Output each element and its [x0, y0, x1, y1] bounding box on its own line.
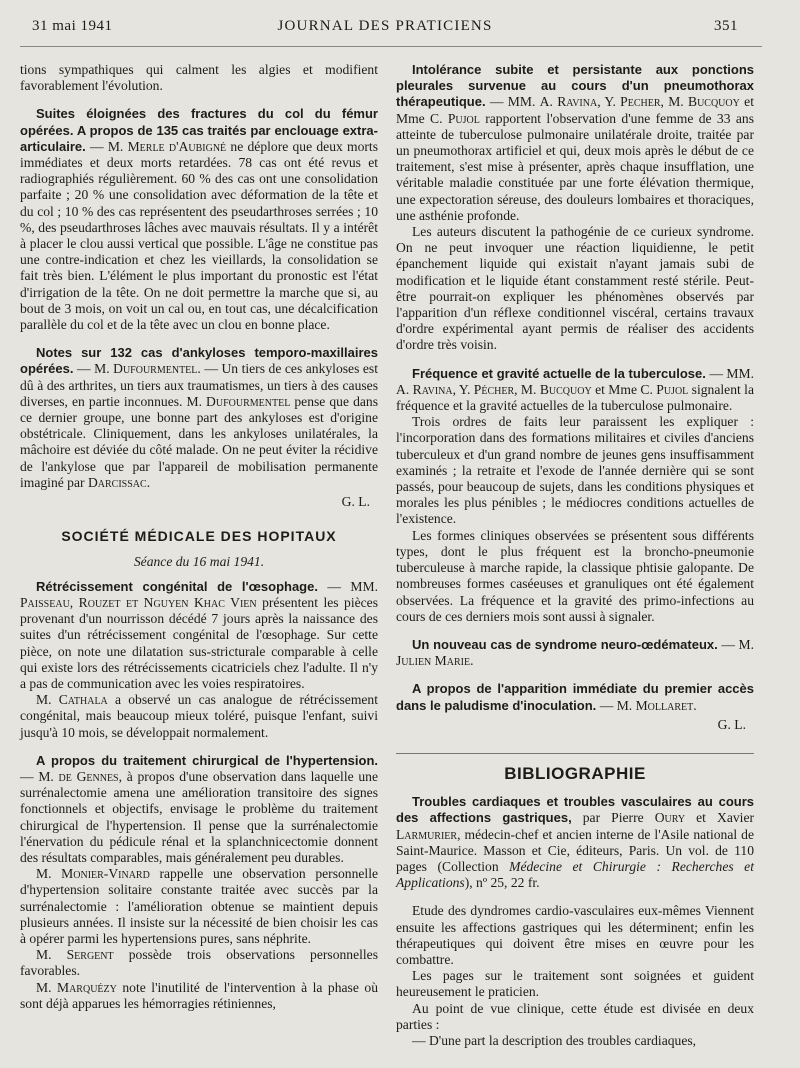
author: Darcissac	[87, 474, 147, 490]
article-title: Intolérance subite et persistante aux ponctions pleurales survenue au cours d'un pneumothorax thérapeutique.	[396, 62, 754, 110]
section-title: SOCIÉTÉ MÉDICALE DES HOPITAUX	[61, 528, 337, 545]
author: Pujol	[656, 381, 689, 397]
author: Cathala	[58, 692, 108, 708]
article-title: Suites éloignées des fractures du col du fémur opérées. A propos de 135 cas traités par enclouage extra-articulaire.	[20, 106, 378, 154]
book-title: Troubles cardiaques et troubles vasculaires au cours des affections gastriques,	[396, 794, 754, 826]
author: Dufourmentel	[113, 361, 198, 377]
author: Mollaret	[635, 697, 694, 713]
author: Sergent	[66, 947, 114, 963]
author: Oury	[654, 810, 686, 826]
author: Pujol	[447, 110, 480, 126]
signature: G. L.	[341, 494, 370, 510]
header-journal-title: JOURNAL DES PRATICIENS	[277, 18, 493, 34]
paragraph: M. Monier-Vinard rappelle une observation personnelle d'hypertension solitaire constante traitée avec succès par la surrénalectomie : l'amélioration obtenue se maintient depuis plusieurs années. Il insiste sur la nécessité de bien choisir les cas à opérer parmi les hypertensions pures, sans néphrite.	[20, 866, 379, 946]
header-page-number: 351	[714, 18, 738, 34]
author: de Gennes	[58, 768, 119, 784]
header-date: 31 mai 1941	[32, 18, 113, 34]
article-intolerance-ponctions: Intolérance subite et persistante aux ponctions pleurales survenue au cours d'un pneumothorax thérapeutique. — MM. A. Ravina, Y. Pecher, M. Bucquoy et Mme C. Pujol rapportent l'observation d'une femme de 33 ans atteinte de tuberculose pulmonaire unilatérale droite, traitée par un pneumothorax artificiel et qui, deux mois après le début de ce traitement, s'est mise à présenter, après chaque insufflation, une véritable maladie constituée par une forte élévation thermique, une expectoration séreuse, des douleurs lombaires et thoraciques, une asthénie profonde.	[396, 62, 754, 223]
authors: A. Ravina, Y. Pecher, M. Bucquoy	[539, 94, 740, 110]
header-rule	[20, 46, 762, 47]
author: Monier-Vinard	[61, 866, 150, 882]
authors: Paisseau, Rouzet et Nguyen Khac Vien	[20, 594, 257, 610]
author: Marquézy	[57, 979, 117, 995]
article-fractures-col-femur: Suites éloignées des fractures du col du fémur opérées. A propos de 135 cas traités par enclouage extra-articulaire. — M. Merle d'Aubigné ne déplore que deux morts immédiates et deux morts retardées. 78 cas ont été revus et radiographiés régulièrement. 60 % des cas ont une consolidation parfaite ; 20 % une consolidation avec déformation de la tête et du col ; 10 % des cas représentent des pseudarthroses serrées ; 10 %, des pseudarthroses lâches avec mauvais résultats. Il y a intérêt à placer le clou aussi vertical que possible. L'âge ne constitue pas une contre-indication et chez les vieillards, la consolidation se fait très bien. L'élément le plus important du pronostic est l'état d'irrigation de la tête. On ne doit permettre la marche que si, au bout de 3 mois, on voit un cal ou, en tout cas, une décalcification parallèle du col et de la tête avec un clou en bonne place.	[20, 106, 378, 333]
article-tuberculose: Fréquence et gravité actuelle de la tuberculose. — MM. A. Ravina, Y. Pécher, M. Bucquoy et Mme C. Pujol signalent la fréquence et la gravité actuelles de la tuberculose pulmonaire.	[396, 365, 754, 414]
paragraph: Trois ordres de faits leur paraissent les expliquer : l'incorporation dans des formations militaires et civiles d'anciens tuberculeux et d'un grand nombre de jeunes gens insuffisamment examinés ; la retraite et l'exode de l'année dernière qui se sont passés, pour beaucoup de sujets, dans les conditions physiques et morales les plus pénibles ; le médiocres conditions actuelles de l'existence.	[396, 414, 754, 527]
article-title: A propos du traitement chirurgical de l'hypertension.	[36, 752, 378, 768]
signature: G. L.	[717, 716, 746, 732]
author: Larmurier	[396, 826, 458, 842]
paragraph: — D'une part la description des troubles cardiaques,	[412, 1032, 697, 1048]
paragraph: Les pages sur le traitement sont soignées et guident heureusement le praticien.	[396, 968, 754, 1000]
authors: A. Ravina, Y. Pécher, M. Bucquoy	[396, 381, 592, 397]
article-oesophage: Rétrécissement congénital de l'œsophage. — MM. Paisseau, Rouzet et Nguyen Khac Vien présentent les pièces provenant d'un nourrisson décédé 7 jours après la naissance des suites d'un rétrécissement congénital de l'œsophage. Sur cette pièce, on note une dilatation sus-stricturale comparable à celle qui existe lors des rétrécissements cicatriciels chez l'adulte. Il n'y a pas de communication avec les voies respiratoires.	[20, 578, 378, 691]
paragraph: Les formes cliniques observées se présentent sous différents types, dont le plus fréquent est la broncho-pneumonie tuberculeuse à marche rapide, la classique phtisie galopante. De nombreuses formes caséeuses et granuliques ont été également observées. La fréquence et la gravité des primo-infections au cours de ces derniers mois sont aussi à signaler.	[396, 527, 754, 624]
bibliography-title: BIBLIOGRAPHIE	[396, 753, 754, 782]
continued-paragraph: tions sympathiques qui calment les algies et modifient favorablement l'évolution.	[20, 62, 378, 94]
article-hypertension: A propos du traitement chirurgical de l'hypertension. — M. de Gennes, à propos d'une observation dans laquelle une surrénalectomie amena une amélioration transitoire des signes fonctionnels et objectifs, envisage le problème du traitement chirurgical de l'hypertension. Il pense que la surrénalectomie l'énervation du pédicule rénal et la splanchnicectomie donnent des résultats comparables, mais généralement peu durables.	[20, 752, 378, 865]
right-column	[396, 62, 754, 1049]
article-paludisme: A propos de l'apparition immédiate du premier accès dans le paludisme d'inoculation. — M. Mollaret.	[396, 681, 754, 713]
paragraph: M. Marquézy note l'inutilité de l'intervention à la phase où sont déjà apparues les hémorragies rétiniennes,	[20, 979, 378, 1011]
collection-name: Médecine et Chirurgie : Recherches et Applications	[396, 858, 754, 891]
author: Merle d'Aubigné	[127, 138, 227, 154]
book-review: Troubles cardiaques et troubles vasculaires au cours des affections gastriques, par Pierre Oury et Xavier Larmurier, médecin-chef et ancien interne de l'Asile national de Saint-Maurice. Masson et Cie, éditeurs, Paris. Un vol. de 110 pages (Collection Médecine et Chirurgie : Recherches et Applications), nº 25, 22 fr.	[396, 794, 755, 891]
session-date: Séance du 16 mai 1941.	[133, 554, 265, 570]
paragraph: Au point de vue clinique, cette étude est divisée en deux parties :	[396, 1000, 754, 1032]
left-column	[20, 62, 378, 1012]
author: Julien Marie	[396, 653, 471, 669]
article-title: Fréquence et gravité actuelle de la tuberculose.	[412, 365, 706, 381]
article-ankyloses: Notes sur 132 cas d'ankyloses temporo-maxillaires opérées. — M. Dufourmentel. — Un tiers de ces ankyloses est dû à des arthrites, un tiers aux traumatismes, un tiers à des causes diverses, en partie inconnues. M. Dufourmentel pense que dans ce dernier groupe, une bonne part des ankyloses est d'origine obstétricale. Cliniquement, dans les ankyloses unilatérales, la mâchoire est déviée du côté malade. On ne peut éviter la récidive de l'ankylose que par l'appareil de mobilisation permanente imaginé par Darcissac.	[20, 345, 378, 490]
author: Dufourmentel	[206, 393, 291, 409]
paragraph: Les auteurs discutent la pathogénie de ce curieux syndrome. On ne peut invoquer une réaction liquidienne, le petit épanchement liquide qui existait n'ayant jamais subi de modification et le liquide étant constamment resté stérile. Peut-être pourrait-on expliquer les phénomènes observés par l'apparition d'un réflexe conditionnel viscéral, certains travaux d'ordre expérimental ayant permis de réaliser des accidents d'ordre très voisin.	[396, 224, 754, 353]
article-syndrome-neuro-oedemateux: Un nouveau cas de syndrome neuro-œdémateux. — M. Julien Marie.	[396, 636, 754, 669]
page-header	[32, 18, 738, 38]
paragraph: M. Sergent possède trois observations personnelles favorables.	[20, 947, 378, 979]
article-title: A propos de l'apparition immédiate du premier accès dans le paludisme d'inoculation.	[396, 681, 754, 713]
article-title: Un nouveau cas de syndrome neuro-œdémateux.	[412, 636, 718, 652]
paragraph: Etude des dyndromes cardio-vasculaires eux-mêmes Viennent ensuite les affections gastriques qui les déterminent; enfin les thérapeutiques qui doivent être mises en œuvre pour les combattre.	[396, 903, 754, 967]
paragraph: M. Cathala a observé un cas analogue de rétrécissement congénital, mais beaucoup mieux toléré, puisque l'enfant, suivi jusqu'à 10 mois, se développait normalement.	[20, 692, 378, 740]
article-title: Rétrécissement congénital de l'œsophage.	[36, 578, 318, 594]
article-title: Notes sur 132 cas d'ankyloses temporo-maxillaires opérées.	[20, 345, 378, 377]
